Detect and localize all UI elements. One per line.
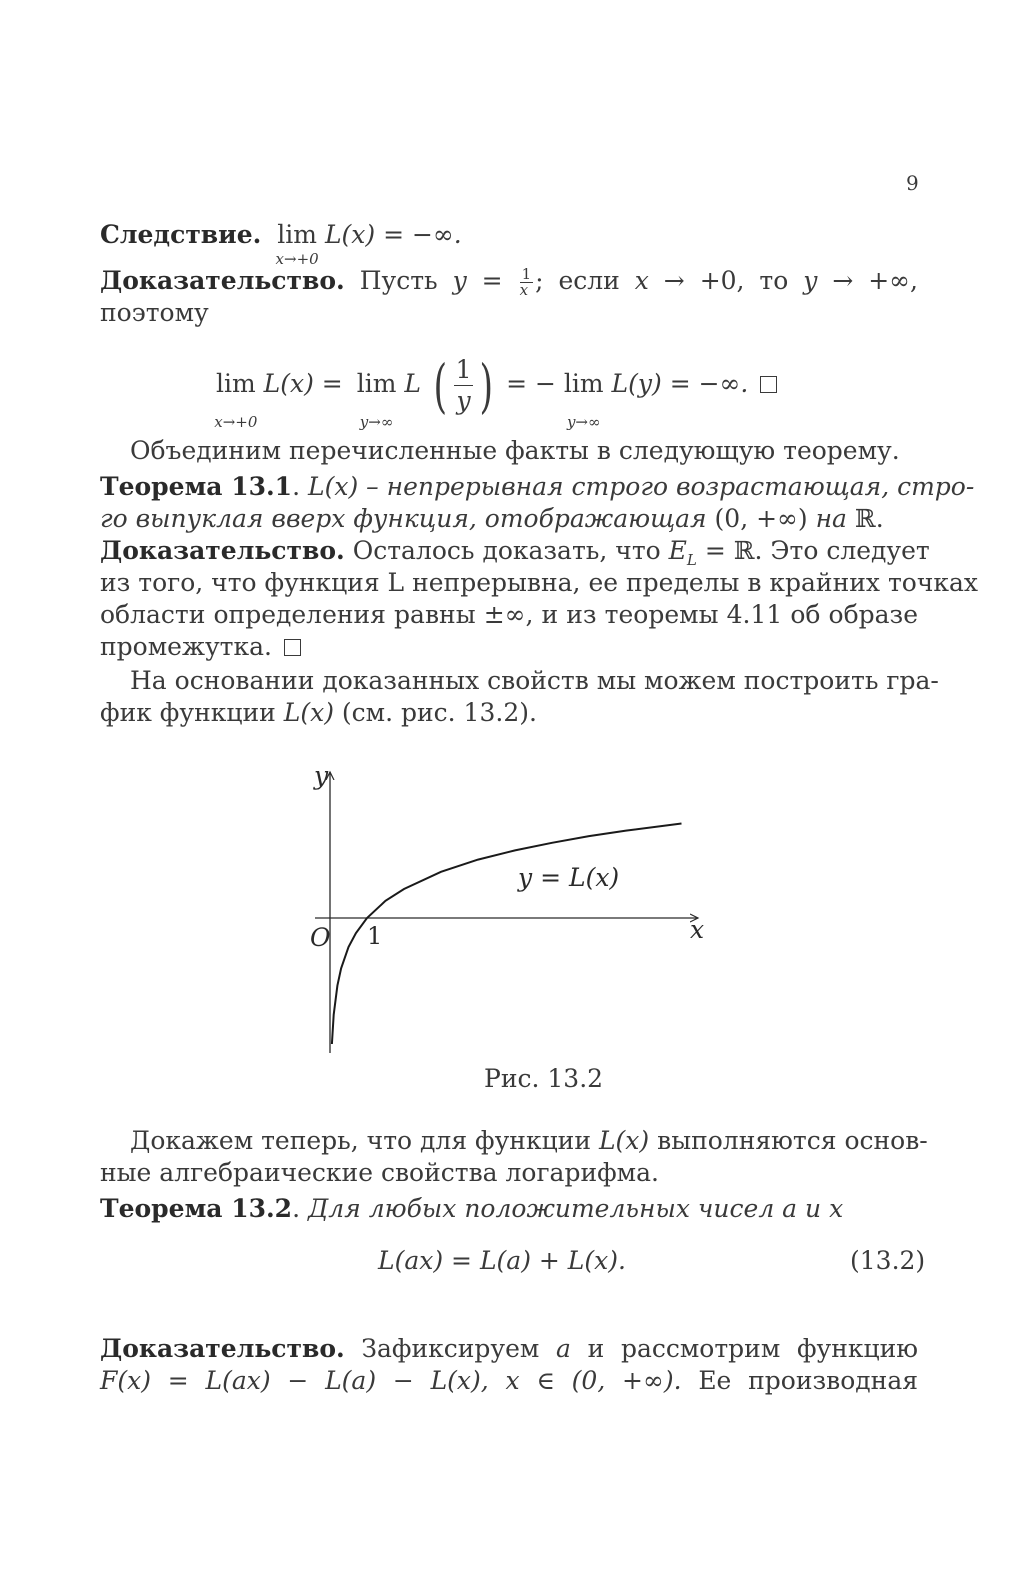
qed-square-icon [284,639,301,656]
proof3-label: Доказательство. [100,1334,345,1363]
curve-label: y = L(x) [518,863,620,892]
log-function-graph [300,760,720,1070]
theorem1-line1: Теорема 13.1. L(x) – непрерывная строго возрастающая, стро- [100,472,975,501]
paragraph-graph-line2: фик функции L(x) (см. рис. 13.2). [100,698,537,727]
equation-13-2: L(ax) = L(a) + L(x). [378,1246,626,1275]
y-axis-label: y [314,761,329,790]
x-axis-label: x [690,915,705,944]
curve-y-eq-Lx [332,824,682,1045]
proof1-fraction: $\frac{1}{x}$ [519,265,532,299]
corollary-label: Следствие. [100,220,262,249]
corollary [100,220,462,268]
proof1-line2: поэтому [100,298,209,327]
corollary-lim-sub: x→+0 [275,250,319,268]
paragraph-algebra-line2: ные алгебраические свойства логарифма. [100,1158,659,1187]
theorem1-line2: го выпуклая вверх функция, отображающая (0, +∞) на ℝ. [100,504,884,533]
equation-number: (13.2) [850,1246,926,1275]
proof2-line4: промежутка. [100,632,301,662]
page-number: 9 [906,171,919,195]
corollary-expr: L(x) = −∞. [324,220,462,249]
proof2-line3: области определения равны ±∞, и из теоремы 4.11 об образе [100,600,918,629]
proof1-label: Доказательство. [100,266,345,295]
qed-square-icon [760,376,777,393]
proof3-line2: F(x) = L(ax) − L(a) − L(x), x ∈ (0, +∞). Ее производная [100,1366,919,1395]
corollary-lim: lim x→+0 [277,220,317,250]
paragraph-algebra-line1: Докажем теперь, что для функции L(x) выполняются основ- [130,1126,928,1155]
figure-caption: Рис. 13.2 [484,1064,604,1093]
theorem2-label: Теорема 13.2 [100,1194,293,1223]
origin-label: O [310,923,331,952]
display-limit-formula: lim x→+0 L(x) = lim y→∞ L ( $\frac{1}{y}$ ) = − lim y→∞ L(y) = −∞. [216,354,777,424]
paragraph-graph-line1: На основании доказанных свойств мы можем построить гра- [130,666,939,695]
theorem2: Теорема 13.2. Для любых положительных чисел a и x [100,1194,844,1223]
paragraph-combine: Объединим перечисленные факты в следующую теорему. [130,436,900,465]
theorem1-label: Теорема 13.1 [100,472,293,501]
proof2-line2: из того, что функция L непрерывна, ее пределы в крайних точках [100,568,978,597]
proof2-line1: Доказательство. Осталось доказать, что $E_L$ = ℝ. Это следует [100,536,930,569]
proof3-line1: Доказательство. Зафиксируем a и рассмотрим функцию [100,1334,919,1363]
proof1-line1: Доказательство. Пусть y = $\frac{1}{x}$ ; если x → +0, то y → +∞, [100,265,918,299]
proof2-label: Доказательство. [100,536,345,565]
display-fraction: $\frac{1}{y}$ [455,355,472,415]
tick-label-1: 1 [367,922,383,950]
